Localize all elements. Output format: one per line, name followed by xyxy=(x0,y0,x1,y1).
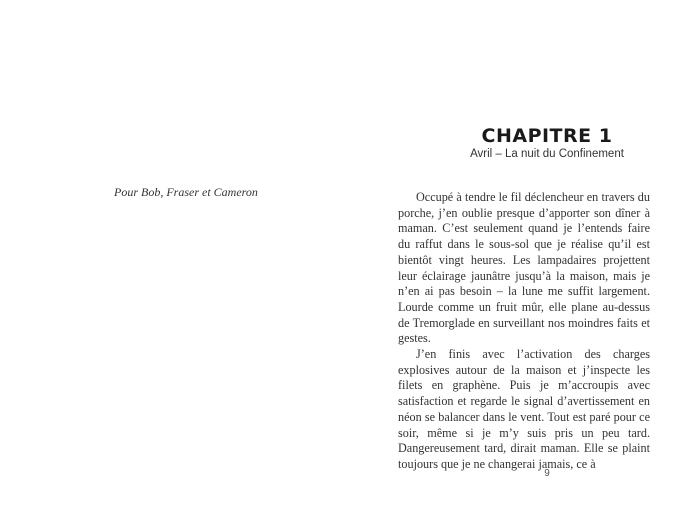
body-paragraph: J’en finis avec l’activation des charges explosives autour de la maison et j’inspecte les filets en graphène. Puis je m’accroupis avec satisfaction et regarde le signal d’avertissement en néon se balancer dans le vent. Tout est paré pour ce soir, même si je m’y suis pris un peu tard. Dangereusement tard, dirait maman. Elle se plaint toujours que je ne changerai jamais, ce à xyxy=(398,347,650,471)
right-page xyxy=(350,0,700,516)
chapter-subtitle: Avril – La nuit du Confinement xyxy=(470,148,624,160)
chapter-body xyxy=(398,190,650,473)
chapter-title: CHAPITRE 1 xyxy=(481,125,613,147)
page-number: 9 xyxy=(544,468,550,479)
dedication: Pour Bob, Fraser et Cameron xyxy=(114,185,258,199)
body-paragraph: Occupé à tendre le fil déclencheur en travers du porche, j’en oublie presque d’apporter son dîner à maman. C’est seulement quand je l’entends faire du raffut dans le sous-sol que je réalise qu’il est bientôt vingt heures. Les lampadaires projettent leur éclairage jaunâtre jusqu’à la maison, mais je n’en ai pas besoin – la lune me suffit largement. Lourde comme un fruit mûr, elle plane au-dessus de Tremorglade en surveillant nos moindres faits et gestes. xyxy=(398,190,650,346)
